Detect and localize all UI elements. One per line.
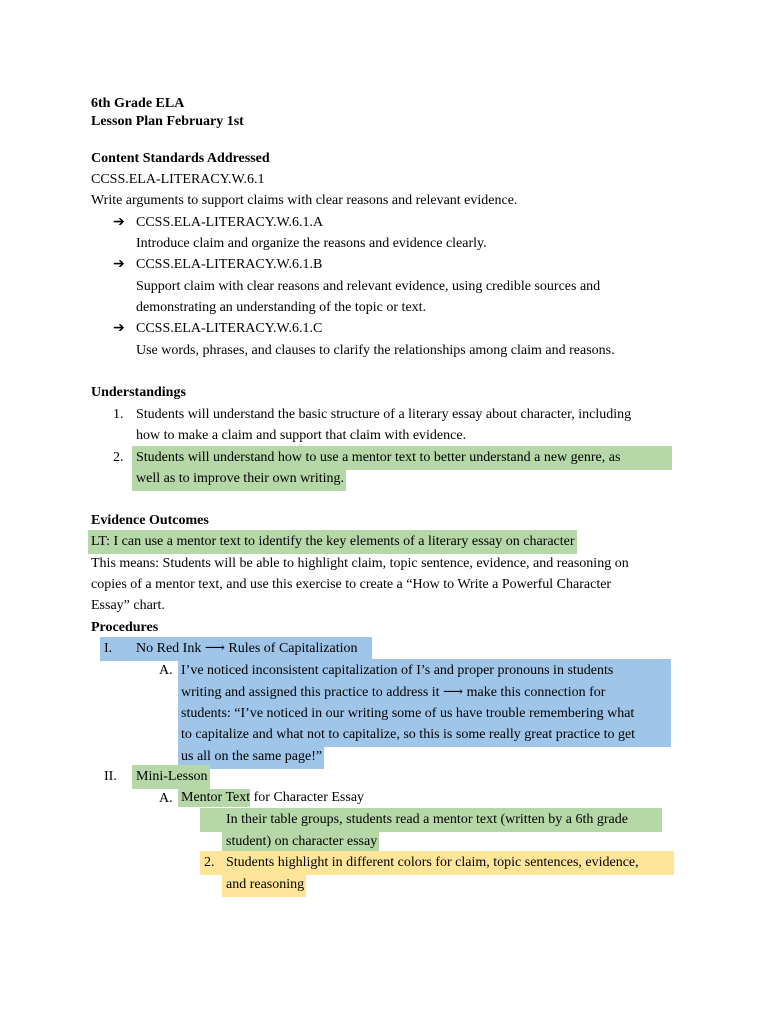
list-number-highlight xyxy=(200,808,222,832)
procedure-title: No Red Ink ⟶ Rules of Capitalization xyxy=(136,641,358,656)
standard-item-code: CCSS.ELA-LITERACY.W.6.1.C xyxy=(136,321,323,336)
standards-heading: Content Standards Addressed xyxy=(91,151,270,166)
procedure-text-highlighted: to capitalize and what not to capitalize, so this is some really great practice to get xyxy=(178,723,671,747)
list-number: 2. xyxy=(113,450,124,465)
understanding-text: how to make a claim and support that claim with evidence. xyxy=(136,428,467,443)
arrow-bullet-icon: ➔ xyxy=(113,257,125,272)
procedure-step-highlighted: and reasoning xyxy=(222,873,306,897)
list-number: I. xyxy=(104,641,113,656)
standard-item-text: Use words, phrases, and clauses to clarify the relationships among claim and reasons. xyxy=(136,343,615,358)
understanding-text: Students will understand the basic structure of a literary essay about character, including xyxy=(136,407,632,422)
procedure-step-highlighted: Students highlight in different colors for claim, topic sentences, evidence, xyxy=(222,851,674,875)
understanding-text-highlighted: Students will understand how to use a mentor text to better understand a new genre, as xyxy=(132,446,672,470)
evidence-heading: Evidence Outcomes xyxy=(91,513,209,528)
procedure-subtitle xyxy=(178,787,364,808)
standard-item-text: demonstrating an understanding of the topic or text. xyxy=(136,300,427,315)
standard-item-code: CCSS.ELA-LITERACY.W.6.1.A xyxy=(136,215,324,230)
procedures-heading: Procedures xyxy=(91,620,159,635)
procedure-text-highlighted: us all on the same page!” xyxy=(178,745,324,769)
standard-item-code: CCSS.ELA-LITERACY.W.6.1.B xyxy=(136,257,323,272)
procedure-step-highlighted: student) on character essay xyxy=(222,830,379,854)
procedure-text-highlighted: writing and assigned this practice to address it ⟶ make this connection for xyxy=(178,681,671,705)
standards-description: Write arguments to support claims with clear reasons and relevant evidence. xyxy=(91,193,518,208)
list-letter: A. xyxy=(159,663,173,678)
evidence-means-text: Essay” chart. xyxy=(91,598,165,613)
procedure-text-highlighted: I’ve noticed inconsistent capitalization of I’s and proper pronouns in students xyxy=(178,659,671,683)
standard-item-text: Introduce claim and organize the reasons and evidence clearly. xyxy=(136,236,487,251)
list-number: 2. xyxy=(204,855,215,870)
arrow-bullet-icon: ➔ xyxy=(113,215,125,230)
list-number: II. xyxy=(104,769,117,784)
evidence-means-text: This means: Students will be able to highlight claim, topic sentence, evidence, and reasoning on xyxy=(91,556,629,571)
understandings-heading: Understandings xyxy=(91,385,186,400)
evidence-means-text: copies of a mentor text, and use this exercise to create a “How to Write a Powerful Character xyxy=(91,577,612,592)
mentor-text-highlight: Mentor Text xyxy=(178,789,250,807)
understanding-text-highlighted: well as to improve their own writing. xyxy=(132,467,346,491)
standards-code: CCSS.ELA-LITERACY.W.6.1 xyxy=(91,172,265,187)
procedure-text-highlighted: students: “I’ve noticed in our writing some of us have trouble remembering what xyxy=(178,702,671,726)
document-subtitle: Lesson Plan February 1st xyxy=(91,114,244,129)
learning-target: LT: I can use a mentor text to identify the key elements of a literary essay on character xyxy=(88,530,577,554)
list-number: 1. xyxy=(113,407,124,422)
arrow-bullet-icon: ➔ xyxy=(113,321,125,336)
document-title: 6th Grade ELA xyxy=(91,96,185,111)
procedure-subtitle-rest: for Character Essay xyxy=(250,790,365,805)
list-letter: A. xyxy=(159,791,173,806)
procedure-title-highlighted: Mini-Lesson xyxy=(132,765,210,789)
standard-item-text: Support claim with clear reasons and relevant evidence, using credible sources and xyxy=(136,279,601,294)
procedure-step-highlighted: In their table groups, students read a mentor text (written by a 6th grade xyxy=(222,808,662,832)
